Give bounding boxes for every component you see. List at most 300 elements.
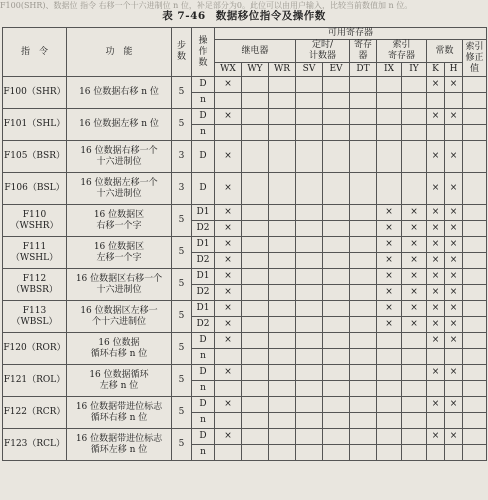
steps-cell: 3	[172, 173, 192, 205]
index-modifier-cell	[463, 413, 487, 429]
table-title	[0, 8, 488, 24]
mark-wy	[242, 397, 269, 413]
mark-wr	[269, 237, 296, 253]
mark-sv	[296, 365, 323, 381]
mark-dt	[350, 93, 377, 109]
mark-h: ×	[445, 269, 463, 285]
mark-ev	[323, 429, 350, 445]
header-col-dt: DT	[350, 63, 377, 77]
mark-k: ×	[427, 301, 445, 317]
table-row	[3, 77, 487, 93]
mark-dt	[350, 125, 377, 141]
mark-wr	[269, 301, 296, 317]
table-row	[3, 429, 487, 445]
steps-cell: 5	[172, 397, 192, 429]
mark-iy	[402, 445, 427, 461]
mark-sv	[296, 397, 323, 413]
mark-wy	[242, 445, 269, 461]
mark-h: ×	[445, 77, 463, 93]
mark-ev	[323, 365, 350, 381]
mark-wx: ×	[215, 333, 242, 349]
mark-ev	[323, 253, 350, 269]
operand-cell: n	[192, 93, 215, 109]
table-row	[3, 269, 487, 285]
mark-dt	[350, 365, 377, 381]
instruction-cell: F111（WSHL）	[3, 237, 67, 269]
mark-h	[445, 93, 463, 109]
mark-sv	[296, 237, 323, 253]
mark-wy	[242, 221, 269, 237]
steps-cell: 5	[172, 301, 192, 333]
index-modifier-cell	[463, 365, 487, 381]
operand-cell: D2	[192, 317, 215, 333]
mark-ev	[323, 269, 350, 285]
mark-ix	[377, 397, 402, 413]
mark-dt	[350, 381, 377, 397]
mark-dt	[350, 221, 377, 237]
function-cell: 16 位数据 循环右移 n 位	[67, 333, 172, 365]
mark-k	[427, 93, 445, 109]
mark-wr	[269, 173, 296, 205]
mark-ix	[377, 141, 402, 173]
header-relay: 继电器	[215, 40, 296, 63]
header-index-modifier: 索引 修正 值	[463, 40, 487, 77]
mark-ix: ×	[377, 285, 402, 301]
steps-cell: 5	[172, 205, 192, 237]
mark-ix: ×	[377, 237, 402, 253]
mark-k	[427, 349, 445, 365]
index-modifier-cell	[463, 93, 487, 109]
mark-wx: ×	[215, 397, 242, 413]
mark-sv	[296, 285, 323, 301]
function-cell: 16 位数据循环 左移 n 位	[67, 365, 172, 397]
mark-wr	[269, 269, 296, 285]
mark-ix	[377, 381, 402, 397]
mark-wx: ×	[215, 237, 242, 253]
index-modifier-cell	[463, 253, 487, 269]
mark-wy	[242, 93, 269, 109]
mark-wr	[269, 349, 296, 365]
index-modifier-cell	[463, 205, 487, 221]
mark-h	[445, 349, 463, 365]
mark-ix: ×	[377, 253, 402, 269]
mark-h: ×	[445, 253, 463, 269]
mark-iy	[402, 429, 427, 445]
operand-cell: D	[192, 141, 215, 173]
mark-wy	[242, 301, 269, 317]
mark-sv	[296, 109, 323, 125]
mark-dt	[350, 173, 377, 205]
function-cell: 16 位数据带进位标志 循环右移 n 位	[67, 397, 172, 429]
mark-iy: ×	[402, 317, 427, 333]
operand-cell: D1	[192, 269, 215, 285]
mark-ev	[323, 93, 350, 109]
mark-ix: ×	[377, 317, 402, 333]
instruction-cell: F122（RCR）	[3, 397, 67, 429]
mark-k	[427, 381, 445, 397]
mark-wr	[269, 333, 296, 349]
mark-k: ×	[427, 221, 445, 237]
mark-iy	[402, 125, 427, 141]
operand-cell: D	[192, 333, 215, 349]
operand-cell: D	[192, 429, 215, 445]
mark-iy	[402, 109, 427, 125]
mark-iy	[402, 333, 427, 349]
mark-iy: ×	[402, 301, 427, 317]
mark-ix	[377, 429, 402, 445]
mark-dt	[350, 333, 377, 349]
steps-cell: 5	[172, 333, 192, 365]
mark-ev	[323, 413, 350, 429]
table-row	[3, 205, 487, 221]
mark-iy	[402, 397, 427, 413]
mark-ix	[377, 77, 402, 93]
mark-dt	[350, 349, 377, 365]
header-col-sv: SV	[296, 63, 323, 77]
table-row	[3, 333, 487, 349]
mark-iy	[402, 77, 427, 93]
mark-wx	[215, 413, 242, 429]
mark-k: ×	[427, 429, 445, 445]
instruction-cell: F120（ROR）	[3, 333, 67, 365]
mark-wx	[215, 349, 242, 365]
header-constant: 常数	[427, 40, 463, 63]
mark-k	[427, 445, 445, 461]
mark-dt	[350, 301, 377, 317]
mark-k: ×	[427, 237, 445, 253]
table-row	[3, 237, 487, 253]
mark-sv	[296, 141, 323, 173]
mark-h: ×	[445, 333, 463, 349]
mark-wy	[242, 269, 269, 285]
mark-wy	[242, 141, 269, 173]
mark-ev	[323, 317, 350, 333]
header-col-k: K	[427, 63, 445, 77]
mark-dt	[350, 141, 377, 173]
mark-k: ×	[427, 285, 445, 301]
mark-wr	[269, 125, 296, 141]
table-row	[3, 109, 487, 125]
mark-wy	[242, 205, 269, 221]
mark-h: ×	[445, 205, 463, 221]
function-cell: 16 位数据右移一个 十六进制位	[67, 141, 172, 173]
mark-dt	[350, 205, 377, 221]
mark-wx	[215, 445, 242, 461]
operand-cell: n	[192, 445, 215, 461]
mark-wy	[242, 349, 269, 365]
operand-cell: n	[192, 381, 215, 397]
operand-cell: D	[192, 77, 215, 93]
table-number: 表 7-46	[162, 10, 206, 22]
mark-h: ×	[445, 141, 463, 173]
index-modifier-cell	[463, 77, 487, 93]
header-index-register: 索引 寄存器	[377, 40, 427, 63]
mark-wx: ×	[215, 77, 242, 93]
mark-wr	[269, 109, 296, 125]
mark-dt	[350, 397, 377, 413]
mark-dt	[350, 285, 377, 301]
mark-wr	[269, 205, 296, 221]
mark-ix	[377, 349, 402, 365]
table-body	[3, 77, 487, 461]
mark-wy	[242, 365, 269, 381]
mark-wx: ×	[215, 317, 242, 333]
mark-k	[427, 125, 445, 141]
operand-cell: n	[192, 125, 215, 141]
mark-ev	[323, 173, 350, 205]
mark-h	[445, 125, 463, 141]
mark-sv	[296, 253, 323, 269]
mark-h	[445, 413, 463, 429]
function-cell: 16 位数据右移 n 位	[67, 77, 172, 109]
mark-k: ×	[427, 317, 445, 333]
header-instruction: 指 令	[3, 28, 67, 77]
mark-ev	[323, 205, 350, 221]
mark-ev	[323, 333, 350, 349]
mark-ix: ×	[377, 221, 402, 237]
instruction-cell: F106（BSL）	[3, 173, 67, 205]
mark-ev	[323, 445, 350, 461]
steps-cell: 5	[172, 109, 192, 141]
mark-sv	[296, 333, 323, 349]
operand-table	[2, 27, 487, 461]
mark-wx: ×	[215, 205, 242, 221]
mark-wr	[269, 221, 296, 237]
function-cell: 16 位数据区右移一个 十六进制位	[67, 269, 172, 301]
mark-ev	[323, 109, 350, 125]
operand-cell: D	[192, 365, 215, 381]
header-col-wy: WY	[242, 63, 269, 77]
mark-h: ×	[445, 173, 463, 205]
index-modifier-cell	[463, 317, 487, 333]
operand-cell: D2	[192, 285, 215, 301]
mark-k: ×	[427, 365, 445, 381]
mark-iy: ×	[402, 205, 427, 221]
mark-ev	[323, 237, 350, 253]
mark-sv	[296, 301, 323, 317]
mark-ev	[323, 285, 350, 301]
steps-cell: 5	[172, 269, 192, 301]
operand-cell: D1	[192, 237, 215, 253]
mark-wx: ×	[215, 141, 242, 173]
table-caption: 数据移位指令及操作数	[215, 10, 326, 22]
mark-wy	[242, 77, 269, 93]
mark-iy: ×	[402, 269, 427, 285]
mark-wx: ×	[215, 269, 242, 285]
mark-wx: ×	[215, 173, 242, 205]
mark-wx	[215, 93, 242, 109]
mark-ev	[323, 77, 350, 93]
steps-cell: 5	[172, 365, 192, 397]
table-row	[3, 173, 487, 205]
mark-wy	[242, 413, 269, 429]
operand-cell: n	[192, 413, 215, 429]
mark-ix	[377, 333, 402, 349]
mark-ix: ×	[377, 205, 402, 221]
mark-wx: ×	[215, 365, 242, 381]
operand-cell: n	[192, 349, 215, 365]
mark-iy: ×	[402, 237, 427, 253]
mark-iy	[402, 349, 427, 365]
header-available-registers: 可用寄存器	[215, 28, 487, 40]
header-function: 功 能	[67, 28, 172, 77]
mark-sv	[296, 77, 323, 93]
mark-h: ×	[445, 397, 463, 413]
operand-cell: D	[192, 109, 215, 125]
mark-wy	[242, 285, 269, 301]
mark-sv	[296, 349, 323, 365]
header-col-h: H	[445, 63, 463, 77]
mark-wx: ×	[215, 301, 242, 317]
index-modifier-cell	[463, 109, 487, 125]
mark-sv	[296, 205, 323, 221]
mark-ev	[323, 349, 350, 365]
mark-k: ×	[427, 173, 445, 205]
index-modifier-cell	[463, 445, 487, 461]
mark-h: ×	[445, 237, 463, 253]
mark-dt	[350, 269, 377, 285]
mark-ix	[377, 125, 402, 141]
instruction-cell: F105（BSR）	[3, 141, 67, 173]
mark-wy	[242, 317, 269, 333]
index-modifier-cell	[463, 237, 487, 253]
mark-ev	[323, 301, 350, 317]
instruction-cell: F112（WBSR）	[3, 269, 67, 301]
mark-dt	[350, 413, 377, 429]
index-modifier-cell	[463, 429, 487, 445]
function-cell: 16 位数据带进位标志 循环左移 n 位	[67, 429, 172, 461]
header-operand: 操 作 数	[192, 28, 215, 77]
mark-k: ×	[427, 109, 445, 125]
mark-wr	[269, 317, 296, 333]
mark-ev	[323, 141, 350, 173]
header-timer-counter: 定时/ 计数器	[296, 40, 350, 63]
mark-sv	[296, 317, 323, 333]
mark-k: ×	[427, 205, 445, 221]
instruction-cell: F101（SHL）	[3, 109, 67, 141]
index-modifier-cell	[463, 333, 487, 349]
mark-dt	[350, 429, 377, 445]
mark-h	[445, 445, 463, 461]
instruction-cell: F110（WSHR）	[3, 205, 67, 237]
mark-iy: ×	[402, 285, 427, 301]
mark-h: ×	[445, 301, 463, 317]
mark-wx: ×	[215, 221, 242, 237]
mark-wx: ×	[215, 429, 242, 445]
mark-wy	[242, 125, 269, 141]
mark-dt	[350, 445, 377, 461]
mark-sv	[296, 173, 323, 205]
mark-h: ×	[445, 317, 463, 333]
header-register: 寄存 器	[350, 40, 377, 63]
index-modifier-cell	[463, 221, 487, 237]
steps-cell: 5	[172, 237, 192, 269]
mark-k: ×	[427, 77, 445, 93]
instruction-cell: F123（RCL）	[3, 429, 67, 461]
mark-wy	[242, 333, 269, 349]
instruction-cell: F113（WBSL）	[3, 301, 67, 333]
mark-wx	[215, 381, 242, 397]
mark-ev	[323, 221, 350, 237]
mark-iy	[402, 141, 427, 173]
header-col-iy: IY	[402, 63, 427, 77]
operand-cell: D	[192, 173, 215, 205]
operand-cell: D2	[192, 253, 215, 269]
mark-wr	[269, 365, 296, 381]
mark-h	[445, 381, 463, 397]
operand-cell: D1	[192, 205, 215, 221]
mark-ev	[323, 397, 350, 413]
mark-dt	[350, 253, 377, 269]
index-modifier-cell	[463, 285, 487, 301]
steps-cell: 5	[172, 77, 192, 109]
mark-h: ×	[445, 221, 463, 237]
mark-iy	[402, 365, 427, 381]
mark-dt	[350, 77, 377, 93]
index-modifier-cell	[463, 381, 487, 397]
mark-sv	[296, 445, 323, 461]
function-cell: 16 位数据区左移一 个十六进制位	[67, 301, 172, 333]
mark-iy: ×	[402, 221, 427, 237]
mark-wr	[269, 445, 296, 461]
index-modifier-cell	[463, 125, 487, 141]
mark-wr	[269, 141, 296, 173]
instruction-cell: F121（ROL）	[3, 365, 67, 397]
mark-ix	[377, 93, 402, 109]
function-cell: 16 位数据区 左移一个字	[67, 237, 172, 269]
mark-ev	[323, 381, 350, 397]
mark-ix	[377, 173, 402, 205]
index-modifier-cell	[463, 349, 487, 365]
mark-k: ×	[427, 253, 445, 269]
index-modifier-cell	[463, 141, 487, 173]
mark-wy	[242, 109, 269, 125]
index-modifier-cell	[463, 301, 487, 317]
mark-wx: ×	[215, 253, 242, 269]
table-row	[3, 365, 487, 381]
mark-dt	[350, 317, 377, 333]
operand-cell: D	[192, 397, 215, 413]
mark-wr	[269, 77, 296, 93]
table-row	[3, 397, 487, 413]
mark-h: ×	[445, 365, 463, 381]
mark-dt	[350, 237, 377, 253]
mark-sv	[296, 221, 323, 237]
mark-sv	[296, 125, 323, 141]
table-row	[3, 301, 487, 317]
operand-cell: D2	[192, 221, 215, 237]
mark-wx: ×	[215, 285, 242, 301]
mark-ix: ×	[377, 301, 402, 317]
mark-wr	[269, 285, 296, 301]
mark-h: ×	[445, 429, 463, 445]
mark-wy	[242, 381, 269, 397]
mark-wr	[269, 381, 296, 397]
mark-h: ×	[445, 109, 463, 125]
mark-wy	[242, 237, 269, 253]
mark-sv	[296, 269, 323, 285]
page-header-fragment: F100(SHR)、数据位 指令 右移一个十六进制位 n 位，补足部分为0。此位可以由用户输入，比较当前数值加 n 位。	[0, 1, 413, 10]
mark-iy	[402, 381, 427, 397]
mark-wx	[215, 125, 242, 141]
mark-wy	[242, 173, 269, 205]
mark-ix: ×	[377, 269, 402, 285]
mark-sv	[296, 429, 323, 445]
mark-sv	[296, 93, 323, 109]
header-col-ix: IX	[377, 63, 402, 77]
mark-sv	[296, 413, 323, 429]
function-cell: 16 位数据左移 n 位	[67, 109, 172, 141]
